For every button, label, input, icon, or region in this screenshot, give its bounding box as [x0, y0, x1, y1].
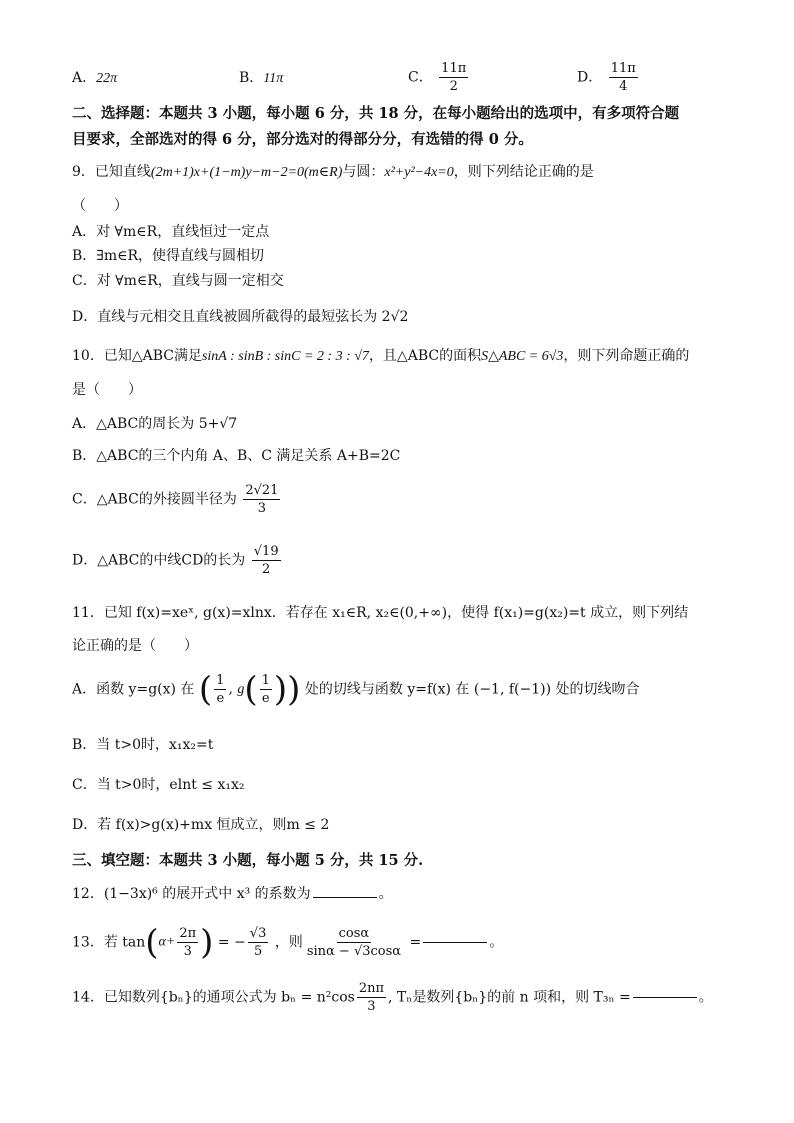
q9-stem: [72, 162, 594, 183]
option-letter: B．: [239, 70, 264, 86]
q14-end: 。: [698, 989, 713, 1006]
q10-stem-post: ，则下列命题正确的: [563, 348, 690, 364]
answer-blank[interactable]: [423, 942, 487, 943]
q12-text: 12．(1−3x)⁶ 的展开式中 x³ 的系数为: [72, 886, 311, 902]
fraction-numerator: cosα: [338, 926, 370, 941]
q14-stem: [72, 980, 713, 1015]
q11-option-b: B．当 t>0时，x₁x₂=t: [72, 737, 214, 753]
q13-rhs-fraction: [248, 925, 269, 960]
q10-option-d: [72, 543, 283, 578]
q10-option-d-fraction: [252, 543, 281, 578]
q13-angle-fraction: [177, 925, 198, 960]
q13-stem: [72, 922, 504, 963]
q12-end: 。: [378, 886, 393, 902]
q9-option-a: A．对 ∀m∈R，直线恒过一定点: [72, 224, 270, 240]
fraction-denominator: 2: [262, 562, 271, 577]
q10-option-b: B．△ABC的三个内角 A、B、C 满足关系 A+B=2C: [72, 448, 401, 464]
fraction-denominator: 5: [253, 944, 263, 959]
q8-option-b: [239, 68, 283, 89]
q13-target-fraction: [305, 925, 403, 960]
fraction-numerator: 11π: [610, 61, 636, 76]
q10-option-c: [72, 482, 282, 517]
q11-option-d: D．若 f(x)>g(x)+mx 恒成立，则m ≤ 2: [72, 817, 330, 833]
fraction-denominator: 3: [257, 501, 266, 516]
q11-option-a-pre: A．函数 y=g(x) 在: [72, 681, 195, 698]
fraction-denominator: 2: [449, 79, 458, 94]
q13-equals: =: [409, 934, 422, 951]
q13-equals-minus: = −: [217, 934, 246, 951]
q11-point-gx-fraction: [260, 672, 272, 707]
option-letter: A．: [72, 70, 97, 86]
fraction-numerator: 1: [261, 673, 270, 688]
fraction-numerator: √3: [249, 926, 267, 941]
section2-heading-line2: 目要求，全部选对的得 6 分，部分选对的得部分分，有选错的得 0 分。: [72, 131, 533, 148]
q10-option-c-fraction: [243, 482, 280, 517]
left-paren-symbol: (: [145, 922, 159, 963]
section2-heading-line1: 二、选择题：本题共 3 小题，每小题 6 分，共 18 分，在每小题给出的选项中，有多项符合题: [72, 105, 680, 122]
q11-stem-line1: 11．已知 f(x)=xeˣ, g(x)=xlnx．若存在 x₁∈R, x₂∈(0,+∞)，使得 f(x₁)=g(x₂)=t 成立，则下列结: [72, 605, 689, 621]
fraction-numerator: √19: [253, 544, 279, 559]
q9-circle-equation: x²+y²−4x=0: [384, 165, 454, 180]
left-paren-symbol: (: [244, 669, 258, 710]
fraction-denominator: 4: [619, 79, 628, 94]
q13-alpha-plus: α+: [158, 934, 176, 950]
q10-stem-line2: 是（ ）: [72, 382, 142, 398]
fraction-denominator: 3: [183, 944, 192, 959]
q10-stem-pre: 10．已知△ABC满足: [72, 348, 202, 364]
q10-option-c-label: C．△ABC的外接圆半径为: [72, 491, 237, 508]
q13-end: 。: [489, 934, 504, 951]
right-paren-symbol: ): [200, 922, 214, 963]
q9-stem-pre: 9．已知直线: [72, 164, 151, 180]
q13-tan-label: 13．若 tan: [72, 934, 146, 951]
fraction-numerator: 2√21: [245, 483, 279, 498]
q9-option-b: B．∃m∈R，使得直线与圆相切: [72, 248, 265, 264]
section3-heading: 三、填空题：本题共 3 小题，每小题 5 分，共 15 分.: [72, 852, 424, 869]
fraction-denominator: sinα − √3cosα: [306, 944, 402, 959]
right-paren-symbol: ): [273, 669, 288, 710]
q10-option-d-label: D．△ABC的中线CD的长为: [72, 552, 246, 569]
comma-g-symbol: , g: [228, 681, 245, 697]
q10-stem-mid: ，且△ABC的面积: [368, 348, 482, 364]
option-fraction: [439, 60, 468, 95]
answer-blank[interactable]: [633, 997, 697, 998]
q9-option-d: D．直线与元相交且直线被圆所截得的最短弦长为 2√2: [72, 309, 409, 325]
fraction-denominator: 3: [367, 999, 376, 1014]
fraction-denominator: e: [216, 691, 225, 706]
q9-line-equation: (2m+1)x+(1−m)y−m−2=0(m∈R): [150, 165, 343, 180]
q8-option-d: [577, 60, 640, 95]
q9-stem-mid: 与圆：: [342, 164, 385, 180]
fraction-denominator: e: [261, 691, 270, 706]
option-value: 11π: [263, 71, 284, 86]
answer-blank[interactable]: [313, 897, 377, 898]
fraction-numerator: 2π: [179, 926, 197, 941]
q11-option-c: C．当 t>0时，elnt ≤ x₁x₂: [72, 777, 245, 793]
option-fraction: [609, 60, 638, 95]
right-paren-symbol: ): [287, 669, 301, 710]
option-letter: C．: [408, 69, 433, 86]
q11-point-x-fraction: [214, 672, 226, 707]
q14-text-pre: 14．已知数列{bₙ}的通项公式为 bₙ = n²cos: [72, 989, 355, 1006]
q10-area: S△ABC = 6√3: [481, 349, 564, 364]
q9-answer-paren: （ ）: [72, 198, 128, 214]
q10-sine-ratio: sinA : sinB : sinC = 2 : 3 : √7: [201, 349, 369, 364]
q10-stem: [72, 346, 689, 367]
fraction-numerator: 2nπ: [358, 981, 385, 996]
q8-option-a: [72, 68, 117, 89]
q11-stem-line2: 论正确的是（ ）: [72, 638, 198, 654]
option-letter: D．: [577, 69, 603, 86]
q11-option-a: [72, 669, 640, 710]
q13-then: ，则: [274, 934, 303, 951]
fraction-numerator: 11π: [441, 61, 467, 76]
option-value: 22π: [96, 71, 118, 86]
q14-cos-fraction: [357, 980, 386, 1015]
q11-option-a-post: 处的切线与函数 y=f(x) 在 (−1, f(−1)) 处的切线吻合: [304, 681, 640, 698]
fraction-numerator: 1: [216, 673, 225, 688]
q9-option-c: C．对 ∀m∈R，直线与圆一定相交: [72, 273, 284, 289]
q12-stem: [72, 884, 393, 904]
left-paren-symbol: (: [198, 669, 213, 710]
q8-option-c: [408, 60, 470, 95]
q9-stem-post: ，则下列结论正确的是: [453, 164, 594, 180]
q14-text-post: , Tₙ是数列{bₙ}的前 n 项和，则 T₃ₙ =: [388, 989, 631, 1006]
q10-option-a: A．△ABC的周长为 5+√7: [72, 416, 238, 432]
